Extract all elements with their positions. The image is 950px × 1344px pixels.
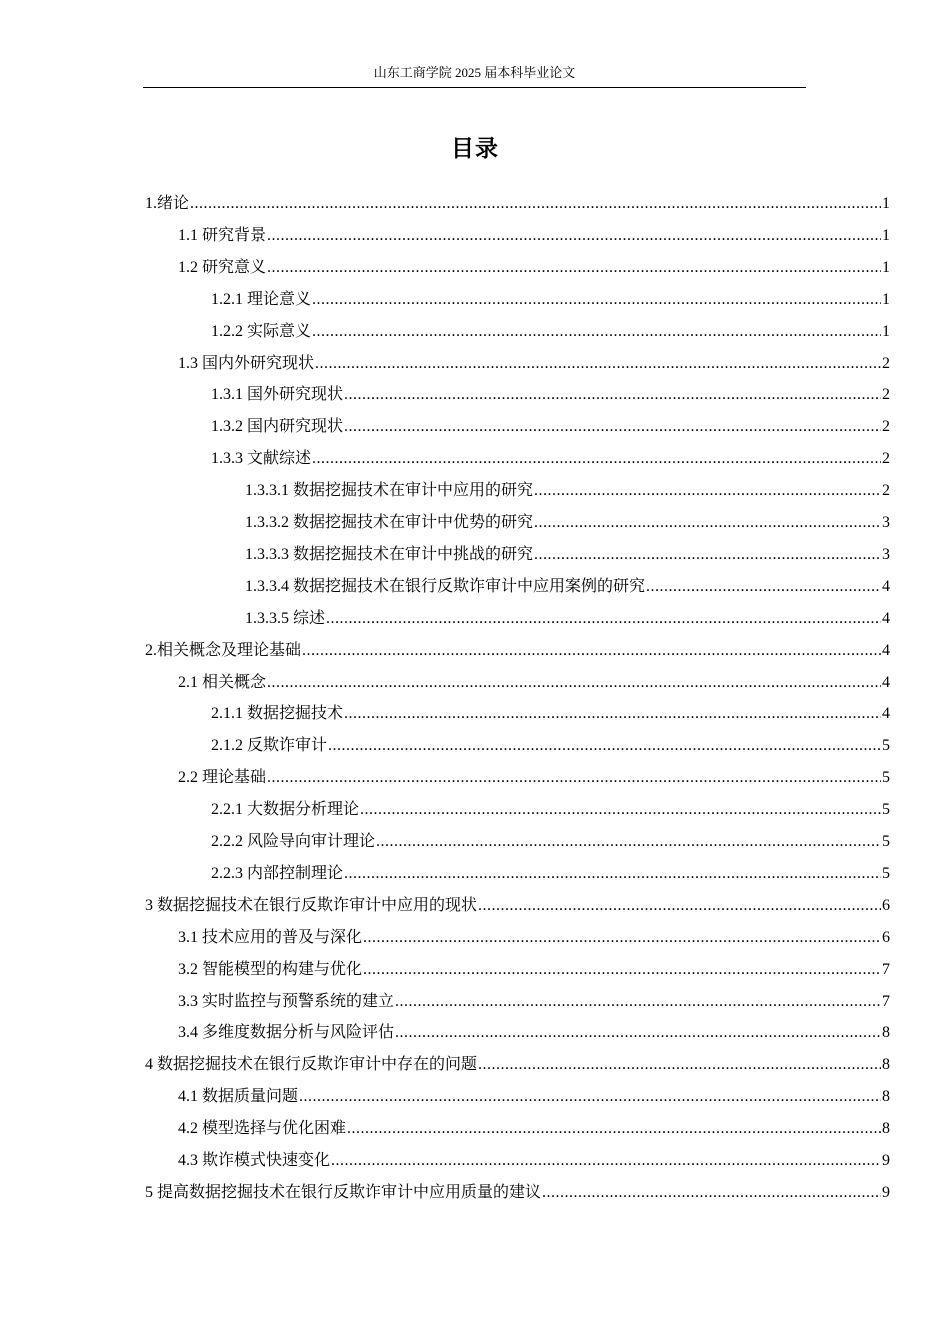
toc-entry-label: 1.绪论: [145, 195, 190, 212]
toc-dot-leader: [363, 959, 881, 981]
toc-dot-leader: [267, 257, 881, 279]
toc-dot-leader: [328, 735, 881, 757]
toc-dot-leader: [312, 448, 881, 470]
toc-entry[interactable]: [145, 640, 890, 662]
toc-entry[interactable]: [211, 321, 890, 343]
toc-dot-leader: [395, 1022, 881, 1044]
toc-dot-leader: [190, 193, 881, 215]
toc-entry-page-number: 5: [882, 737, 890, 755]
toc-entry-page-number: 5: [882, 833, 890, 850]
toc-entry-page-number: 1: [882, 226, 890, 244]
toc-entry-label: 1.3 国内外研究现状: [178, 354, 315, 372]
toc-dot-leader: [376, 831, 881, 853]
toc-entry-page-number: 6: [882, 896, 890, 914]
toc-entry[interactable]: [211, 799, 890, 821]
toc-entry-page-number: 4: [882, 577, 890, 595]
toc-entry[interactable]: [178, 353, 890, 375]
toc-entry-page-number: 3: [882, 545, 890, 563]
toc-dot-leader: [534, 480, 881, 502]
toc-entry[interactable]: [145, 895, 890, 917]
toc-entry-label: 1.3.2 国内研究现状: [211, 418, 344, 436]
toc-entry-label: 1.3.1 国外研究现状: [211, 386, 344, 404]
toc-entry[interactable]: [178, 767, 890, 789]
toc-entry-label: 1.2 研究意义: [178, 258, 267, 276]
toc-entry-label: 1.3.3.1 数据挖掘技术在审计中应用的研究: [245, 482, 534, 500]
toc-entry[interactable]: [178, 927, 890, 949]
toc-entry[interactable]: [245, 608, 890, 630]
toc-entry[interactable]: [245, 512, 890, 534]
toc-entry[interactable]: [211, 703, 890, 725]
toc-entry-page-number: 5: [882, 801, 890, 819]
toc-entry-label: 1.2.2 实际意义: [211, 322, 312, 340]
toc-entry-label: 4.3 欺诈模式快速变化: [178, 1152, 331, 1169]
toc-entry-label: 1.3.3.2 数据挖掘技术在审计中优势的研究: [245, 514, 534, 531]
toc-dot-leader: [534, 512, 881, 534]
toc-entry[interactable]: [178, 257, 890, 279]
toc-entry-page-number: 6: [882, 928, 890, 946]
toc-entry[interactable]: [178, 1086, 890, 1108]
toc-entry-page-number: 8: [882, 1120, 890, 1138]
toc-entry-label: 4.2 模型选择与优化困难: [178, 1120, 347, 1138]
toc-entry[interactable]: [178, 225, 890, 247]
toc-entry-page-number: 1: [882, 258, 890, 276]
toc-dot-leader: [331, 1150, 881, 1172]
toc-entry-page-number: 5: [882, 769, 890, 787]
page-title: 目录: [451, 136, 499, 162]
toc-entry-page-number: 8: [882, 1088, 890, 1106]
toc-entry-label: 2.1.1 数据挖掘技术: [211, 705, 344, 723]
toc-entry-page-number: 2: [882, 418, 890, 436]
toc-entry-label: 1.3.3 文献综述: [211, 450, 312, 468]
toc-dot-leader: [344, 416, 881, 438]
toc-entry-page-number: 3: [882, 514, 890, 531]
toc-entry-page-number: 7: [882, 960, 890, 978]
toc-entry-label: 1.2.1 理论意义: [211, 290, 312, 308]
toc-dot-leader: [344, 863, 881, 885]
toc-dot-leader: [326, 608, 881, 630]
toc-dot-leader: [360, 799, 881, 821]
toc-entry-page-number: 4: [882, 673, 890, 691]
toc-dot-leader: [267, 767, 881, 789]
toc-entry-page-number: 4: [882, 641, 890, 659]
toc-dot-leader: [312, 289, 881, 311]
toc-entry-page-number: 8: [882, 1056, 890, 1074]
toc-entry-label: 2.2.1 大数据分析理论: [211, 801, 360, 819]
toc-entry[interactable]: [245, 544, 890, 566]
toc-dot-leader: [312, 321, 881, 343]
toc-entry[interactable]: [178, 1022, 890, 1044]
toc-entry[interactable]: [145, 1054, 890, 1076]
toc-entry[interactable]: [178, 991, 890, 1013]
toc-dot-leader: [344, 384, 881, 406]
toc-entry-page-number: 1: [882, 290, 890, 308]
toc-entry-page-number: 2: [882, 482, 890, 500]
toc-dot-leader: [478, 1054, 881, 1076]
toc-entry-page-number: 2: [882, 354, 890, 372]
toc-entry-label: 2.1.2 反欺诈审计: [211, 737, 328, 755]
toc-entry-page-number: 9: [882, 1152, 890, 1169]
toc-entry[interactable]: [178, 1118, 890, 1140]
toc-entry[interactable]: [211, 863, 890, 885]
toc-dot-leader: [534, 544, 881, 566]
toc-entry[interactable]: [245, 480, 890, 502]
toc-entry-label: 3 数据挖掘技术在银行反欺诈审计中应用的现状: [145, 896, 478, 914]
toc-entry[interactable]: [211, 384, 890, 406]
toc-dot-leader: [347, 1118, 881, 1140]
toc-entry-page-number: 8: [882, 1024, 890, 1042]
toc-entry-label: 1.3.3.5 综述: [245, 609, 326, 627]
toc-entry-page-number: 2: [882, 450, 890, 468]
toc-entry-label: 2.2.2 风险导向审计理论: [211, 833, 376, 850]
toc-entry-label: 3.4 多维度数据分析与风险评估: [178, 1024, 395, 1042]
toc-entry-label: 5 提高数据挖掘技术在银行反欺诈审计中应用质量的建议: [145, 1183, 542, 1201]
toc-entry-page-number: 4: [882, 609, 890, 627]
toc-entry-page-number: 2: [882, 386, 890, 404]
toc-entry-label: 1.3.3.3 数据挖掘技术在审计中挑战的研究: [245, 545, 534, 563]
toc-entry-page-number: 1: [882, 195, 890, 212]
page-header: 山东工商学院 2025 届本科毕业论文: [143, 64, 806, 88]
toc-dot-leader: [267, 225, 881, 247]
toc-entry[interactable]: [145, 193, 890, 215]
toc-entry-label: 2.1 相关概念: [178, 673, 267, 691]
toc-entry-label: 1.1 研究背景: [178, 226, 267, 244]
toc-dot-leader: [299, 1086, 881, 1108]
toc-dot-leader: [542, 1182, 881, 1204]
toc-entry-page-number: 5: [882, 864, 890, 882]
toc-dot-leader: [344, 703, 881, 725]
toc-entry-page-number: 9: [882, 1183, 890, 1201]
toc-entry-label: 2.2 理论基础: [178, 769, 267, 787]
toc-entry-label: 4.1 数据质量问题: [178, 1088, 299, 1106]
toc-entry[interactable]: [178, 672, 890, 694]
toc-entry-label: 3.2 智能模型的构建与优化: [178, 960, 363, 978]
toc-entry[interactable]: [178, 1150, 890, 1172]
toc-entry[interactable]: [211, 448, 890, 470]
toc-entry[interactable]: [211, 735, 890, 757]
toc-dot-leader: [478, 895, 881, 917]
toc-dot-leader: [363, 927, 881, 949]
toc-entry-label: 2.相关概念及理论基础: [145, 641, 302, 659]
toc-entry-label: 2.2.3 内部控制理论: [211, 864, 344, 882]
toc-dot-leader: [395, 991, 881, 1013]
toc-entry[interactable]: [211, 416, 890, 438]
toc-entry[interactable]: [145, 1182, 890, 1204]
toc-entry-label: 3.1 技术应用的普及与深化: [178, 928, 363, 946]
toc-entry-label: 3.3 实时监控与预警系统的建立: [178, 992, 395, 1010]
toc-entry[interactable]: [211, 289, 890, 311]
toc-entry-label: 1.3.3.4 数据挖掘技术在银行反欺诈审计中应用案例的研究: [245, 577, 646, 595]
toc-dot-leader: [302, 640, 881, 662]
toc-entry-page-number: 1: [882, 322, 890, 340]
toc-entry[interactable]: [211, 831, 890, 853]
toc-dot-leader: [315, 353, 881, 375]
toc-entry[interactable]: [245, 576, 890, 598]
toc-dot-leader: [267, 672, 881, 694]
toc-entry-label: 4 数据挖掘技术在银行反欺诈审计中存在的问题: [145, 1056, 478, 1074]
toc-entry[interactable]: [178, 959, 890, 981]
toc-entry-page-number: 7: [882, 992, 890, 1010]
toc-entry-page-number: 4: [882, 705, 890, 723]
toc-dot-leader: [646, 576, 881, 598]
